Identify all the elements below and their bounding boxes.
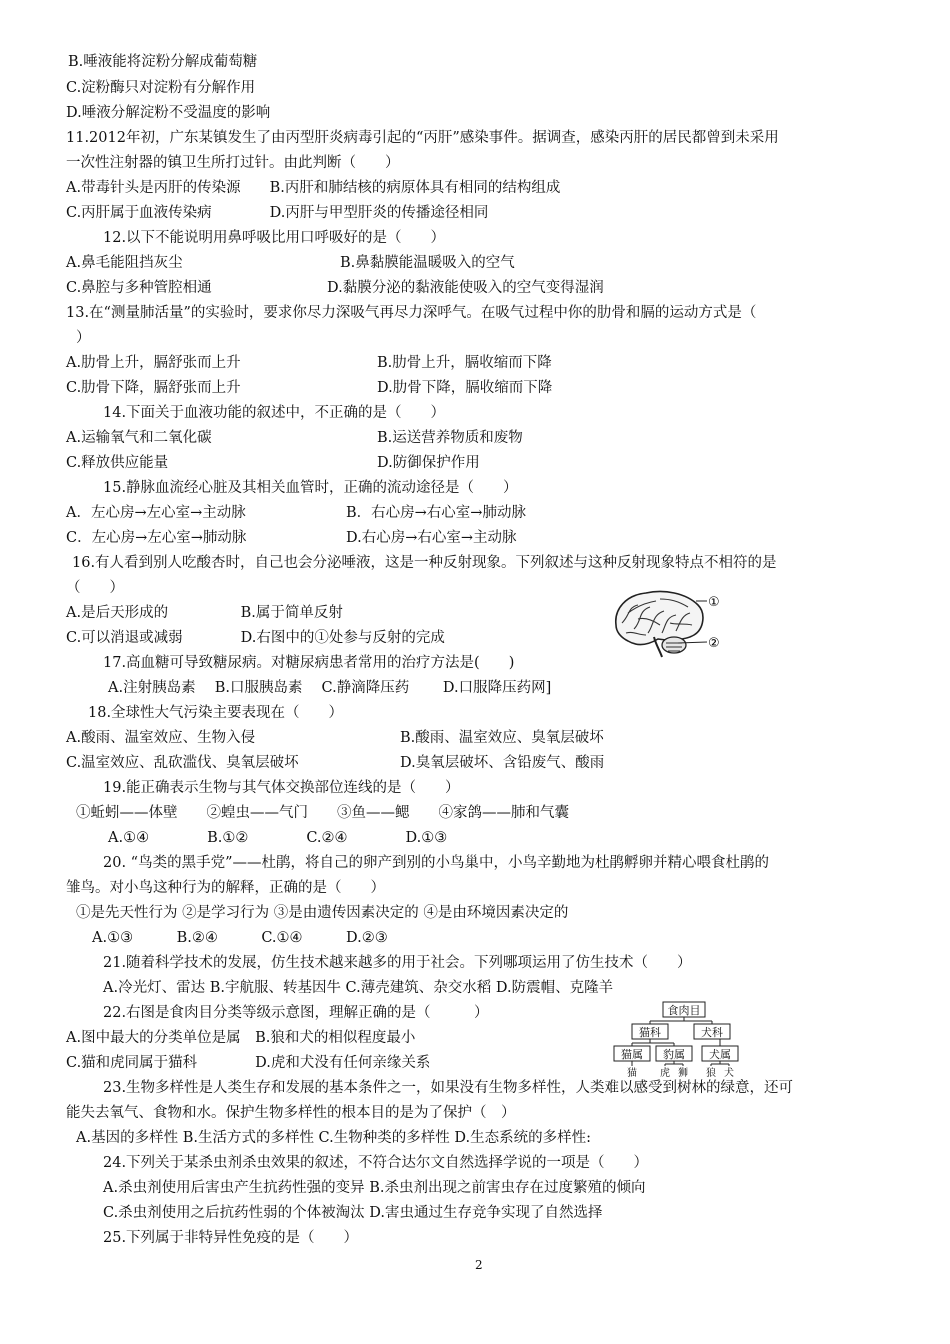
- q15-option-b: B．右心房→右心室→肺动脉: [346, 505, 526, 521]
- tax-genus-felis: 猫属: [621, 1048, 643, 1061]
- tax-species-tiger: 虎: [660, 1068, 670, 1078]
- q17-options: A.注射胰岛素 B.口服胰岛素 C.静滴降压药 D.口服降压药网]: [108, 680, 552, 696]
- q25-stem: 25.下列属于非特异性免疫的是（ ）: [103, 1230, 359, 1246]
- q16-stem-cont: （ ）: [66, 580, 124, 596]
- q23-options: A.基因的多样性 B.生活方式的多样性 C.生物种类的多样性 D.生态系统的多样性:: [76, 1130, 591, 1146]
- q18-option-a: A.酸雨、温室效应、生物入侵: [66, 730, 256, 746]
- q19-items: ①蚯蚓——体壁 ②蝗虫——气门 ③鱼——鳃 ④家鸽——肺和气囊: [76, 805, 569, 821]
- q19-stem: 19.能正确表示生物与其气体交换部位连线的是（ ）: [103, 780, 460, 796]
- q16-options-ab: A.是后天形成的 B.属于简单反射: [66, 605, 343, 621]
- q14-option-b: B.运送营养物质和废物: [377, 430, 523, 446]
- q13-option-d: D.肋骨下降，膈收缩而下降: [377, 380, 553, 396]
- q20-options: A.①③ B.②④ C.①④ D.②③: [92, 930, 388, 946]
- q12-option-c: C.鼻腔与多种管腔相通: [66, 280, 212, 296]
- tax-species-cat: 猫: [627, 1068, 637, 1078]
- q12-option-d: D.黏膜分泌的黏液能使吸入的空气变得湿润: [327, 280, 604, 296]
- q14-option-c: C.释放供应能量: [66, 455, 169, 471]
- q11-options-cd: C.丙肝属于血液传染病 D.丙肝与甲型肝炎的传播途径相同: [66, 205, 489, 221]
- tax-genus-canis: 犬属: [709, 1048, 731, 1061]
- q14-option-a: A.运输氧气和二氧化碳: [66, 430, 212, 446]
- q10-option-c: C.淀粉酶只对淀粉有分解作用: [66, 80, 256, 96]
- tax-species-wolf: 狼: [706, 1068, 716, 1078]
- brain-marker-1: ①: [708, 595, 720, 610]
- q10-option-d: D.唾液分解淀粉不受温度的影响: [66, 105, 271, 121]
- q14-option-d: D.防御保护作用: [377, 455, 480, 471]
- q21-options: A.冷光灯、雷达 B.宇航服、转基因牛 C.薄壳建筑、杂交水稻 D.防震帽、克隆羊: [103, 980, 614, 996]
- q17-stem: 17.高血糖可导致糖尿病。对糖尿病患者常用的治疗方法是( ): [103, 655, 515, 671]
- q18-stem: 18.全球性大气污染主要表现在（ ）: [88, 705, 344, 721]
- q13-option-b: B.肋骨上升，膈收缩而下降: [377, 355, 552, 371]
- q15-option-a: A．左心房→左心室→主动脉: [66, 505, 246, 521]
- q20-stem: 20. “鸟类的黑手党”——杜鹃，将自己的卵产到别的小鸟巢中，小鸟辛勤地为杜鹃孵卵并精心喂食杜鹃的: [103, 855, 769, 871]
- q13-option-a: A.肋骨上升，膈舒张而上升: [66, 355, 241, 371]
- q24-options-cd: C.杀虫剂使用之后抗药性弱的个体被淘汰 D.害虫通过生存竞争实现了自然选择: [103, 1205, 603, 1221]
- tax-species-dog: 犬: [724, 1068, 734, 1078]
- q23-stem-cont: 能失去氧气、食物和水。保护生物多样性的根本目的是为了保护（ ）: [66, 1105, 516, 1121]
- q11-stem: 11.2012年初，广东某镇发生了由丙型肝炎病毒引起的“丙肝”感染事件。据调查，感染丙肝的居民都曾到未采用: [66, 130, 779, 146]
- q23-stem: 23.生物多样性是人类生存和发展的基本条件之一，如果没有生物多样性，人类难以感受到树林的绿意，还可: [103, 1080, 794, 1096]
- q12-stem: 12.以下不能说明用鼻呼吸比用口呼吸好的是（ ）: [103, 230, 446, 246]
- q14-stem: 14.下面关于血液功能的叙述中，不正确的是（ ）: [103, 405, 446, 421]
- q13-stem-cont: ）: [76, 330, 91, 346]
- tax-order: 食肉目: [667, 1004, 701, 1017]
- q16-stem: 16.有人看到别人吃酸杏时，自己也会分泌唾液，这是一种反射现象。下列叙述与这种反射现象特点不相符的是: [72, 555, 777, 571]
- q15-option-c: C．左心房→左心室→肺动脉: [66, 530, 247, 546]
- q13-option-c: C.肋骨下降，膈舒张而上升: [66, 380, 241, 396]
- q15-option-d: D.右心房→右心室→主动脉: [346, 530, 517, 546]
- tax-genus-panthera: 豹属: [663, 1048, 685, 1061]
- tax-family-cat: 猫科: [639, 1026, 661, 1039]
- q16-options-cd: C.可以消退或减弱 D.右图中的①处参与反射的完成: [66, 630, 445, 646]
- q11-stem-cont: 一次性注射器的镇卫生所打过针。由此判断（ ）: [66, 155, 400, 171]
- q24-stem: 24.下列关于某杀虫剂杀虫效果的叙述，不符合达尔文自然选择学说的一项是（ ）: [103, 1155, 649, 1171]
- q24-options-ab: A.杀虫剂使用后害虫产生抗药性强的变异 B.杀虫剂出现之前害虫存在过度繁殖的倾向: [103, 1180, 646, 1196]
- q12-option-b: B.鼻黏膜能温暖吸入的空气: [340, 255, 515, 271]
- q22-stem: 22.右图是食肉目分类等级示意图，理解正确的是（ ）: [103, 1005, 489, 1021]
- brain-diagram: [608, 585, 723, 663]
- q12-option-a: A.鼻毛能阻挡灰尘: [66, 255, 183, 271]
- q10-option-b: B.唾液能将淀粉分解成葡萄糖: [68, 54, 258, 70]
- q20-stem-cont: 雏鸟。对小鸟这种行为的解释，正确的是（ ）: [66, 880, 385, 896]
- q19-options: A.①④ B.①② C.②④ D.①③: [108, 830, 448, 846]
- tax-family-dog: 犬科: [701, 1026, 723, 1039]
- taxonomy-diagram: [608, 1000, 753, 1078]
- q18-option-c: C.温室效应、乱砍滥伐、臭氧层破坏: [66, 755, 299, 771]
- q22-options-cd: C.猫和虎同属于猫科 D.虎和犬没有任何亲缘关系: [66, 1055, 431, 1071]
- page-number: 2: [475, 1258, 483, 1272]
- brain-marker-2: ②: [708, 636, 720, 651]
- q15-stem: 15.静脉血流经心脏及其相关血管时，正确的流动途径是（ ）: [103, 480, 518, 496]
- q20-items: ①是先天性行为 ②是学习行为 ③是由遗传因素决定的 ④是由环境因素决定的: [76, 905, 569, 921]
- q11-options-ab: A.带毒针头是丙肝的传染源 B.丙肝和肺结核的病原体具有相同的结构组成: [66, 180, 561, 196]
- q21-stem: 21.随着科学技术的发展，仿生技术越来越多的用于社会。下列哪项运用了仿生技术（ ）: [103, 955, 692, 971]
- q13-stem: 13.在“测量肺活量”的实验时，要求你尽力深吸气再尽力深呼气。在吸气过程中你的肋骨和膈的运动方式是（: [66, 305, 757, 321]
- q18-option-d: D.臭氧层破坏、含铅废气、酸雨: [400, 755, 605, 771]
- tax-species-lion: 狮: [678, 1068, 688, 1078]
- q22-options-ab: A.图中最大的分类单位是属 B.狼和犬的相似程度最小: [66, 1030, 416, 1046]
- q18-option-b: B.酸雨、温室效应、臭氧层破坏: [400, 730, 604, 746]
